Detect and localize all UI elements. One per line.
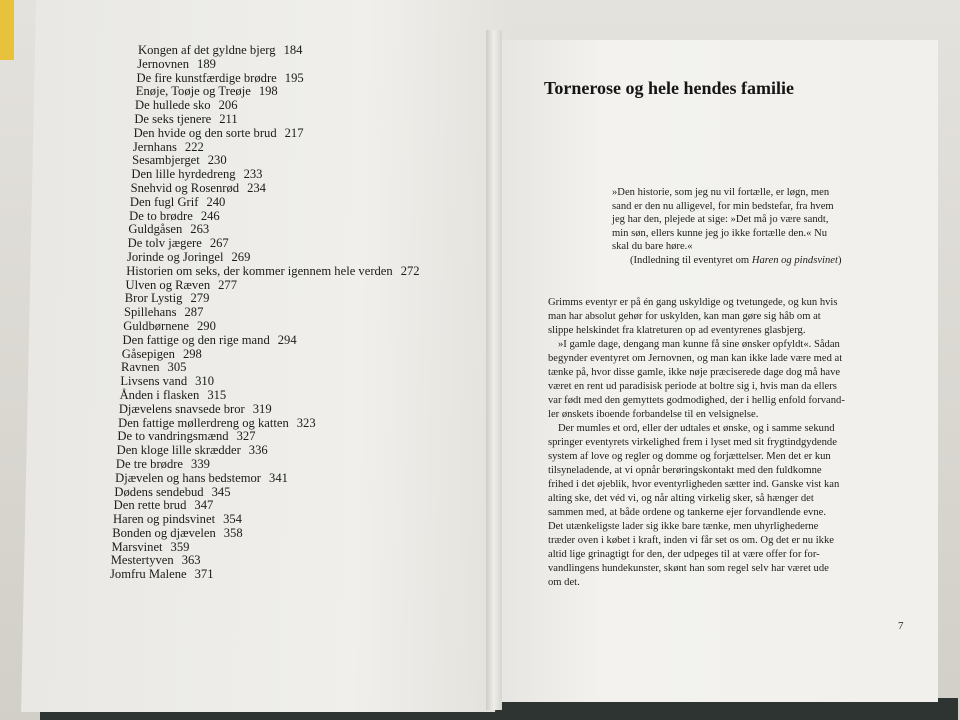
- toc-entry: [124, 306, 504, 320]
- body-line: Der mumles et ord, eller der udtales et ønske, og i samme sekund: [558, 423, 835, 434]
- toc-entry-page: 279: [190, 291, 210, 306]
- toc-entry: [127, 251, 507, 265]
- toc-entry: [138, 44, 518, 58]
- toc-entry-page: 294: [277, 332, 297, 347]
- toc-entry: [112, 527, 492, 541]
- toc-entry-title: Den lille hyrdedreng: [131, 167, 236, 182]
- toc-entry: [110, 568, 490, 582]
- epigraph-line: min søn, ellers kunne jeg jo ikke fortælle den.« Nu: [612, 227, 828, 239]
- toc-entry-title: Ravnen: [121, 360, 160, 375]
- toc-entry-page: 347: [194, 498, 214, 513]
- toc-entry-title: Gåsepigen: [121, 346, 175, 361]
- toc-entry-title: Marsvinet: [111, 539, 163, 554]
- toc-entry-page: 189: [197, 56, 216, 71]
- toc-entry: [119, 403, 499, 417]
- toc-entry-page: 345: [211, 484, 231, 499]
- toc-entry-page: 269: [231, 249, 251, 264]
- toc-entry: [128, 237, 508, 251]
- toc-entry-page: 206: [218, 98, 238, 113]
- toc-entry-title: De hullede sko: [135, 98, 211, 113]
- toc-entry-title: Snehvid og Rosenrød: [130, 180, 240, 195]
- body-line: været en rent ud paradisisk periode at boltre sig i, hvis man da ellers: [548, 381, 837, 392]
- epigraph-line: sand er den nu alligevel, for min bedstefar, fra hvem: [612, 200, 834, 212]
- toc-entry: [120, 389, 500, 403]
- toc-entry: [133, 141, 513, 155]
- toc-entry: [122, 348, 502, 362]
- toc-entry-title: Haren og pindsvinet: [112, 512, 216, 527]
- toc-entry-page: 336: [248, 443, 268, 458]
- toc-entry-title: Historien om seks, der kommer igennem hele verden: [126, 263, 393, 278]
- toc-entry-title: Mestertyven: [110, 553, 174, 568]
- body-line: træder oven i købet i kraft, inden vi får set os om. Og det er nu ikke: [548, 535, 834, 546]
- body-line: vandlingens hundekunster, skønt han som regel selv har været ude: [548, 563, 829, 574]
- toc-entry-page: 305: [167, 360, 187, 375]
- toc-entry: [136, 85, 516, 99]
- toc-entry: [131, 168, 511, 182]
- toc-entry-title: Den rette brud: [113, 498, 187, 513]
- chapter-title: Tornerose og hele hendes familie: [544, 78, 794, 98]
- epigraph-source-suffix: ): [837, 254, 842, 266]
- toc-entry-title: Bror Lystig: [124, 291, 183, 306]
- toc-entry-title: De fire kunstfærdige brødre: [136, 70, 277, 85]
- toc-entry-page: 230: [207, 153, 227, 168]
- body-line: Grimms eventyr er på én gang uskyldige og tvetungede, og kun hvis: [548, 297, 838, 308]
- toc-entry-title: Jorinde og Joringel: [126, 249, 224, 264]
- toc-entry-page: 272: [400, 263, 420, 278]
- toc-entry-page: 290: [197, 318, 216, 333]
- toc-entry: [117, 430, 497, 444]
- epigraph-source-title: Haren og pindsvinet: [751, 254, 838, 266]
- epigraph: [612, 186, 874, 268]
- toc-entry-page: 263: [190, 222, 210, 237]
- toc-entry-page: 211: [219, 111, 238, 126]
- toc-entry-title: Guldbørnene: [123, 318, 189, 333]
- toc-entry: [120, 375, 500, 389]
- toc-entry-page: 371: [194, 567, 214, 582]
- body-line: system af love og regler og domme og forjættelser. Men det er kun: [548, 451, 831, 462]
- yellow-object: [0, 0, 14, 60]
- toc-entry-page: 315: [207, 387, 227, 402]
- toc-entry-page: 327: [236, 429, 256, 444]
- toc-entry-title: Jernhans: [132, 139, 177, 154]
- toc-entry: [125, 292, 505, 306]
- toc-entry-page: 184: [283, 43, 303, 57]
- toc-entry-title: Djævelens snavsede bror: [118, 401, 245, 416]
- toc-entry: [111, 554, 491, 568]
- toc-entry-page: 198: [258, 84, 278, 99]
- toc-entry-title: Spillehans: [124, 305, 177, 320]
- toc-entry: [114, 486, 494, 500]
- toc-entry: [116, 458, 496, 472]
- toc-entry-title: Kongen af det gyldne bjerg: [138, 43, 276, 57]
- toc-entry: [137, 58, 517, 72]
- toc-entry: [129, 210, 509, 224]
- toc-entry-page: 222: [184, 139, 204, 154]
- toc-entry-page: 240: [206, 194, 226, 209]
- epigraph-source: [630, 254, 874, 268]
- toc-entry-page: 287: [184, 305, 204, 320]
- chapter-body: [548, 296, 904, 590]
- toc-entry-page: 298: [182, 346, 202, 361]
- toc-entry: [115, 472, 495, 486]
- toc-entry-page: 359: [170, 539, 190, 554]
- body-line: alting ske, det véd vi, og når alting virkelig sker, så hænger det: [548, 493, 814, 504]
- page-number: 7: [898, 620, 904, 632]
- toc-entry-page: 246: [200, 208, 220, 223]
- toc-entry: [117, 444, 497, 458]
- toc-entry-title: Den fugl Grif: [129, 194, 199, 209]
- toc-entry-title: De to vandringsmænd: [117, 429, 229, 444]
- toc-entry-title: De to brødre: [129, 208, 193, 223]
- epigraph-line: »Den historie, som jeg nu vil fortælle, er løgn, men: [612, 187, 830, 198]
- toc-entry-title: Jomfru Malene: [110, 567, 187, 582]
- toc-entry-title: Djævelen og hans bedstemor: [115, 470, 262, 485]
- toc-entry-page: 323: [296, 415, 316, 430]
- body-line: ler ønskets iboende forbandelse til en velsignelse.: [548, 409, 759, 420]
- toc-entry-page: 319: [252, 401, 272, 416]
- toc-entry: [114, 499, 494, 513]
- toc-entry: [123, 334, 503, 348]
- toc-entry: [121, 361, 501, 375]
- epigraph-line: jeg har den, plejede at sige: »Det må jo være sandt,: [612, 214, 829, 226]
- toc-entry: [123, 320, 503, 334]
- epigraph-source-prefix: (Indledning til eventyret om: [630, 254, 752, 266]
- body-line: var født med den gemyttets godmodighed, der i hellig enfold forvand-: [548, 395, 845, 406]
- toc-entry-page: 277: [218, 277, 238, 292]
- toc-entry: [111, 541, 491, 555]
- toc-entry-title: De seks tjenere: [134, 111, 212, 126]
- body-line: »I gamle dage, dengang man kunne få sine ønsker opfyldt«. Sådan: [558, 339, 840, 350]
- toc-entry: [137, 72, 517, 86]
- toc-entry-title: Den kloge lille skrædder: [116, 443, 241, 458]
- body-line: man har absolut gehør for uskylden, kan man gøre sig håb om at: [548, 311, 821, 322]
- toc-entry-title: Enøje, Toøje og Treøje: [135, 84, 251, 99]
- toc-entry-page: 267: [209, 236, 229, 251]
- toc-entry-page: 363: [181, 553, 201, 568]
- body-line: frihed i det øjeblik, hvor eventyrligheden sætter ind. Ganske vist kan: [548, 479, 840, 490]
- body-line: Det utænkeligste lader sig ikke bare tænke, men uhyrlighederne: [548, 521, 819, 532]
- toc-entry: [131, 182, 511, 196]
- toc-entry-title: De tre brødre: [115, 456, 184, 471]
- toc-entry: [135, 99, 515, 113]
- body-line: springer eventyrets virkelighed frem i lyset med sit frygtindgydende: [548, 437, 837, 448]
- toc-entry-page: 341: [269, 470, 288, 485]
- toc-entry-title: Den fattige møllerdreng og katten: [118, 415, 289, 430]
- body-line: begynder eventyret om Jernovnen, og man kan ikke lade være med at: [548, 353, 843, 364]
- toc-entry-title: Jernovnen: [137, 56, 190, 71]
- toc-entry-page: 354: [223, 512, 242, 527]
- toc-entry-title: De tolv jægere: [127, 236, 202, 251]
- toc-entry-page: 358: [223, 525, 243, 540]
- toc-entry-page: 310: [195, 374, 215, 389]
- toc-entry-title: Dødens sendebud: [114, 484, 204, 499]
- toc-entry-title: Sesambjerget: [132, 153, 200, 168]
- toc-entry-page: 234: [247, 180, 266, 195]
- toc-entry-title: Den hvide og den sorte brud: [133, 125, 277, 140]
- toc-entry-title: Livsens vand: [120, 374, 188, 389]
- toc-entry-page: 339: [191, 456, 210, 471]
- toc-entry-title: Bonden og djævelen: [112, 525, 216, 540]
- body-line: tænke på, hvor disse gamle, ikke nøje præciserede dage dog må have: [548, 367, 841, 378]
- table-of-contents: [110, 44, 490, 582]
- body-line: slippe helskindet fra klatreturen op ad eventyrenes glasbjerg.: [548, 325, 806, 336]
- toc-entry-page: 195: [284, 70, 304, 85]
- epigraph-line: skal du bare høre.«: [612, 241, 693, 253]
- toc-entry: [130, 196, 510, 210]
- body-line: altid lige grinagtigt for den, der udpeges til at være offer for for-: [548, 549, 820, 560]
- toc-entry: [118, 417, 498, 431]
- toc-entry: [134, 127, 514, 141]
- body-line: sammen med, at både ordene og tankerne ejer forvandlende evne.: [548, 507, 826, 518]
- toc-entry-title: Guldgåsen: [128, 222, 183, 237]
- toc-entry: [125, 279, 505, 293]
- toc-entry-title: Den fattige og den rige mand: [122, 332, 270, 347]
- toc-entry-page: 217: [284, 125, 304, 140]
- toc-entry: [128, 223, 508, 237]
- toc-entry: [113, 513, 493, 527]
- toc-entry-title: Ulven og Ræven: [125, 277, 211, 292]
- body-line: om det.: [548, 577, 580, 588]
- toc-entry: [134, 113, 514, 127]
- toc-entry: [132, 154, 512, 168]
- toc-entry-page: 233: [243, 167, 263, 182]
- toc-entry: [126, 265, 506, 279]
- toc-entry-title: Ånden i flasken: [119, 387, 200, 402]
- body-line: tilsyneladende, at vi opnår berøringskontakt med den fuldkomne: [548, 465, 822, 476]
